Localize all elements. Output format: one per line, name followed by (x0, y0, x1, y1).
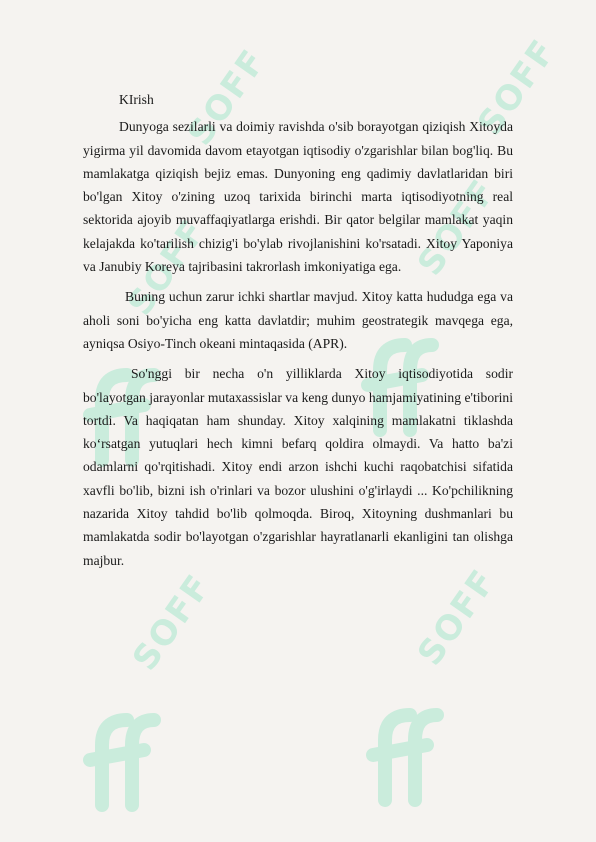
watermark-text: SOFF (180, 41, 275, 153)
section-heading: KIrish (119, 92, 154, 107)
watermark-text: SOFF (470, 31, 565, 143)
document-body (83, 88, 513, 579)
paragraph: So'nggi bir necha o'n yilliklarda Xitoy iqtisodiyotida sodir bo'layotgan jarayonlar mutaxassislar va keng dunyo hamjamiyatining e'tiborini tortdi. Va haqiqatan ham shunday. Xitoy xalqining mamlakatni tiklashda ko‘rsatgan yutuqlari hech kimni befarq qoldira olmaydi. Va hatto ba'zi odamlarni qo'rqitishadi. Xitoy endi arzon ishchi kuchi raqobatchisi sifatida xavfli bo'lib, bizni ish o'rinlari va bozor ulushini o'g'irlaydi ... Ko'pchilikning nazarida Xitoy tahdid bo'lib qolmoqda. Biroq, Xitoyning dushmanlari bu mamlakatda sodir bo'layotgan o'zgarishlar hayratlanarli ekanligini tan olishga majbur. (83, 366, 513, 568)
watermark-text: SOFF (410, 561, 505, 673)
paragraph: Dunyoga sezilarli va doimiy ravishda o'sib borayotgan qiziqish Xitoyda yigirma yil davomida davom etayotgan iqtisodiy o'zgarishlar bilan bog'liq. Bu mamlakatga qiziqish bejiz emas. Dunyoning eng qadimiy davlatlaridan biri bo'lgan Xitoy o'zining uzoq tarixida birinchi marta iqtisodiyotning real sektorida ajoyib muvaffaqiyatlarga erishdi. Bir qator belgilar mamlakat yaqin kelajakda ko'tarilish chizig'i bo'ylab rivojlanishini ko'rsatadi. Xitoy Yaponiya va Janubiy Koreya tajribasini takrorlash imkoniyatiga ega. (83, 119, 513, 275)
watermark-text: SOFF (410, 171, 505, 283)
watermark-logo-icon (82, 705, 162, 815)
watermark-logo-icon (365, 700, 445, 810)
watermark-text: SOFF (120, 211, 215, 323)
paragraph: Buning uchun zarur ichki shartlar mavjud. Xitoy katta hududga ega va aholi soni bo'yicha eng katta davlatdir; muhim geostrategik mavqega ega, ayniqsa Osiyo-Tinch okeani mintaqasida (APR). (83, 289, 513, 351)
watermark-text: SOFF (125, 566, 220, 678)
